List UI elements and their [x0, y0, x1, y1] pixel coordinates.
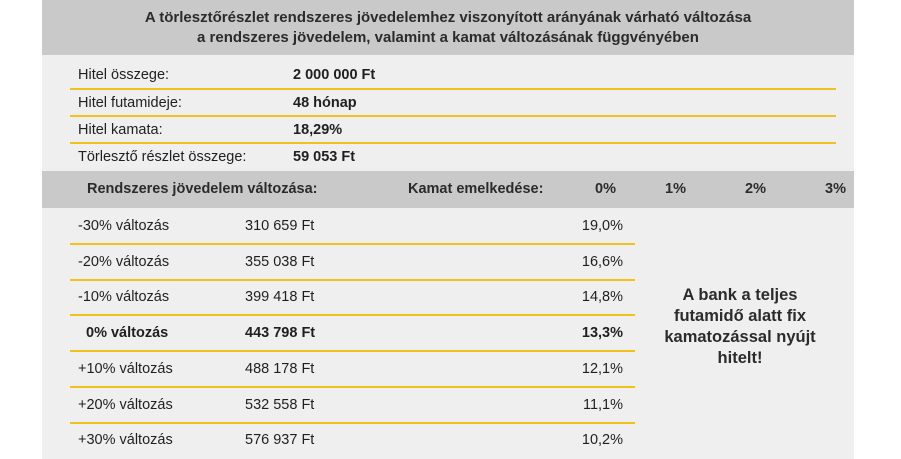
title-band — [42, 0, 854, 55]
ratio-cell: 12,1% — [581, 361, 623, 377]
loan-rate-row — [70, 116, 836, 143]
installment-label: Törlesztő részlet összege: — [78, 149, 247, 165]
header-rate-0: 0% — [595, 181, 616, 197]
table-row — [70, 208, 635, 243]
loan-amount-row — [70, 61, 836, 88]
loan-rate-value: 18,29% — [293, 122, 343, 138]
ratio-cell: 13,3% — [581, 325, 623, 341]
table-row — [70, 244, 635, 279]
income-change-cell: +10% változás — [78, 361, 173, 377]
income-change-cell: -30% változás — [78, 218, 170, 234]
header-rate-increase: Kamat emelkedése: — [408, 181, 544, 197]
table-row-highlighted — [70, 315, 635, 350]
income-cell: 355 038 Ft — [245, 254, 315, 270]
installment-value: 59 053 Ft — [293, 149, 356, 165]
header-income-change: Rendszeres jövedelem változása: — [87, 181, 318, 197]
table-row — [70, 279, 635, 314]
loan-amount-label: Hitel összege: — [78, 67, 170, 83]
loan-amount-value: 2 000 000 Ft — [293, 67, 376, 83]
income-change-cell: -20% változás — [78, 254, 170, 270]
page-title-line-1: A törlesztőrészlet rendszeres jövedelemhez viszonyított arányának várható változása — [144, 8, 752, 26]
income-cell: 443 798 Ft — [245, 325, 316, 341]
ratio-cell: 11,1% — [582, 397, 623, 413]
ratio-cell: 10,2% — [581, 432, 623, 448]
loan-term-row — [70, 89, 836, 116]
income-cell: 399 418 Ft — [245, 289, 315, 305]
loan-term-value: 48 hónap — [293, 95, 357, 111]
table-row — [70, 351, 635, 386]
table-row — [70, 422, 635, 457]
table-header — [42, 171, 854, 208]
ratio-cell: 16,6% — [581, 254, 623, 270]
header-rate-1: 1% — [665, 181, 686, 197]
loan-term-label: Hitel futamideje: — [78, 95, 182, 111]
ratio-cell: 19,0% — [581, 218, 623, 234]
header-rate-2: 2% — [745, 181, 766, 197]
income-cell: 310 659 Ft — [245, 218, 315, 234]
header-rate-3: 3% — [825, 181, 846, 197]
income-cell: 576 937 Ft — [245, 432, 315, 448]
income-cell: 488 178 Ft — [245, 361, 315, 377]
income-change-cell: +20% változás — [78, 397, 173, 413]
fixed-rate-note: A bank a teljes futamidő alatt fix kamatozással nyújt hitelt! — [664, 286, 816, 367]
income-change-cell: 0% változás — [86, 325, 169, 341]
loan-rate-label: Hitel kamata: — [78, 122, 163, 138]
income-change-cell: +30% változás — [78, 432, 173, 448]
page-title-line-2: a rendszeres jövedelem, valamint a kamat változásának függvényében — [197, 28, 699, 46]
income-change-cell: -10% változás — [78, 289, 170, 305]
ratio-cell: 14,8% — [581, 289, 623, 305]
table-row — [70, 387, 635, 422]
income-cell: 532 558 Ft — [245, 397, 315, 413]
installment-row — [70, 143, 836, 170]
